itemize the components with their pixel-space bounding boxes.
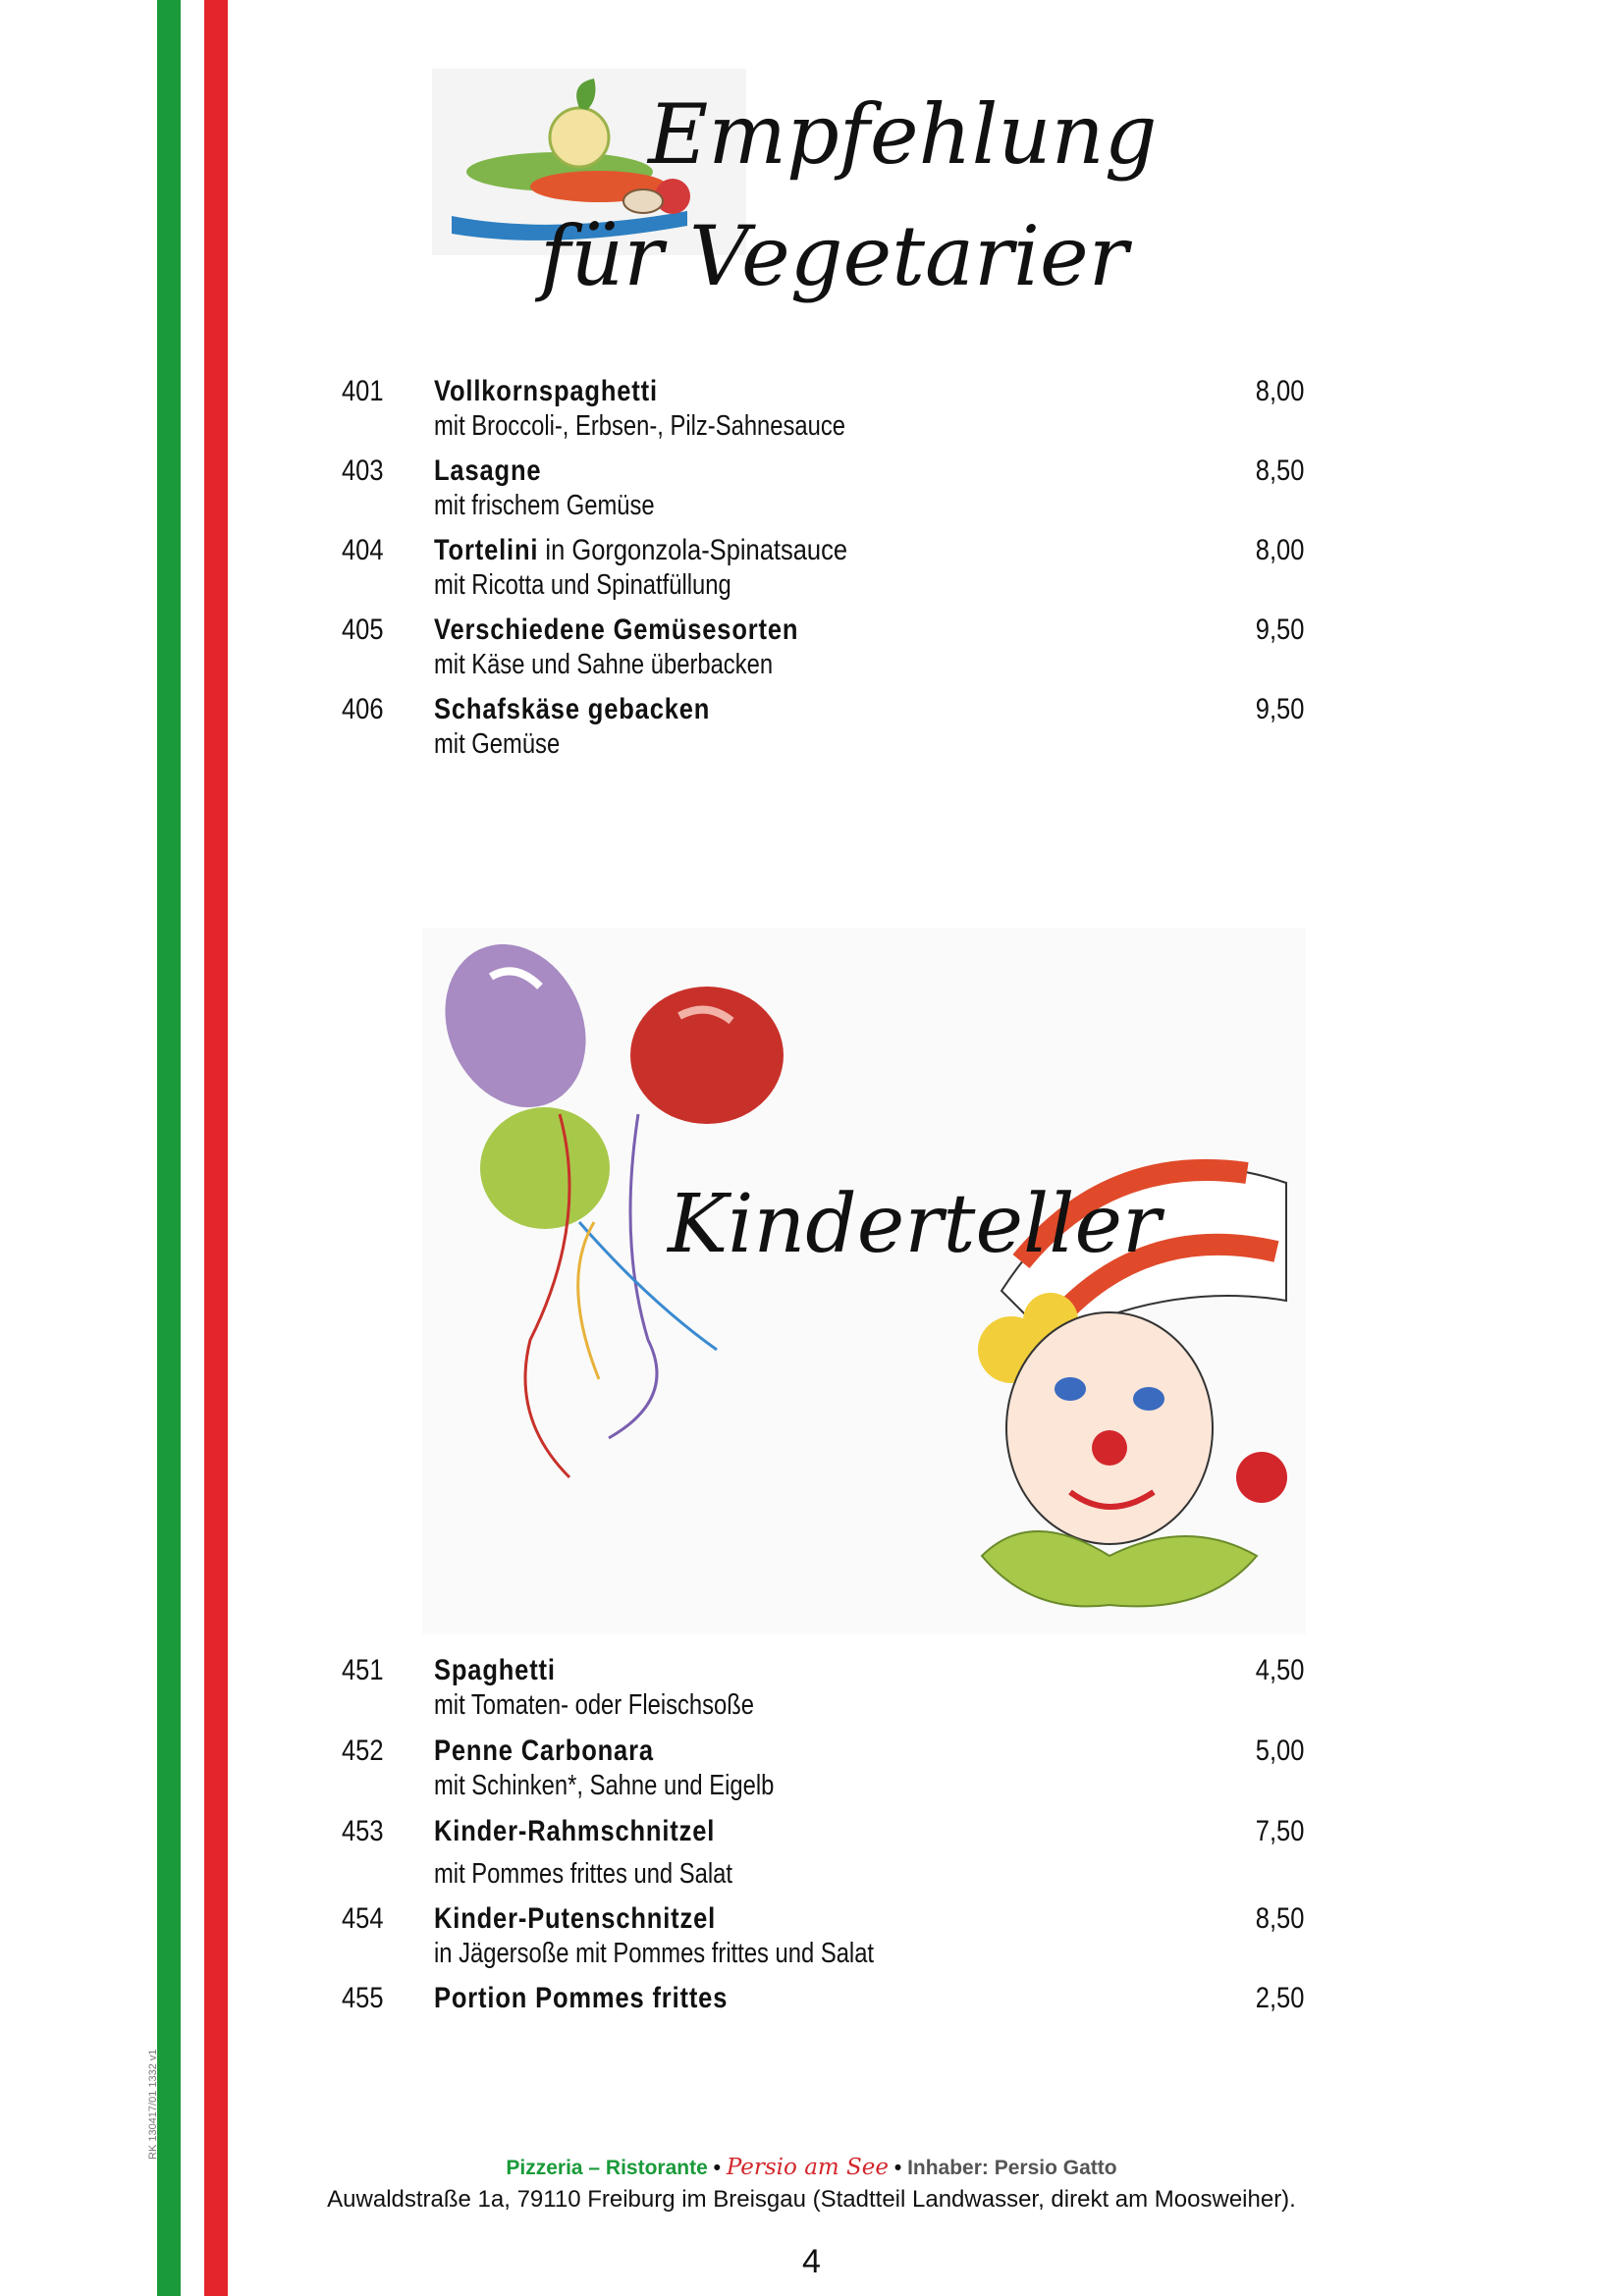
item-number: 453 bbox=[342, 1815, 384, 1847]
kids-title: Kinderteller bbox=[668, 1178, 1162, 1271]
item-number: 455 bbox=[342, 1982, 384, 2014]
item-description: mit Pommes frittes und Salat bbox=[434, 1858, 732, 1890]
item-price: 8,50 bbox=[1255, 1902, 1304, 1935]
item-number: 403 bbox=[342, 454, 384, 487]
item-number: 401 bbox=[342, 375, 384, 407]
item-description: mit Gemüse bbox=[434, 728, 561, 760]
item-name: Kinder-Rahmschnitzel bbox=[434, 1815, 716, 1847]
item-description: in Jägersoße mit Pommes frittes und Salat bbox=[434, 1938, 875, 1969]
item-description: mit Broccoli-, Erbsen-, Pilz-Sahnesauce bbox=[434, 410, 845, 442]
item-description: mit Tomaten- oder Fleischsoße bbox=[434, 1689, 755, 1721]
item-name: Verschiedene Gemüsesorten bbox=[434, 614, 799, 646]
item-number: 454 bbox=[342, 1902, 384, 1935]
item-price: 5,00 bbox=[1255, 1735, 1304, 1767]
flag-stripe-white bbox=[181, 0, 204, 2296]
item-number: 405 bbox=[342, 614, 384, 646]
item-number: 452 bbox=[342, 1735, 384, 1767]
footer-owner: Inhaber: Persio Gatto bbox=[907, 2157, 1117, 2179]
item-price: 9,50 bbox=[1255, 693, 1304, 725]
flag-stripe-red bbox=[204, 0, 228, 2296]
footer-separator: • bbox=[713, 2157, 721, 2179]
footer-business-type: Pizzeria – Ristorante bbox=[506, 2157, 708, 2179]
item-price: 4,50 bbox=[1255, 1654, 1304, 1686]
vegetarian-title-line2: für Vegetarier bbox=[540, 208, 1128, 304]
item-description: mit Ricotta und Spinatfüllung bbox=[434, 569, 731, 601]
item-price: 9,50 bbox=[1255, 614, 1304, 646]
vegetarian-title-line1: Empfehlung bbox=[648, 86, 1158, 183]
item-description: mit Käse und Sahne überbacken bbox=[434, 649, 774, 680]
footer-brand: Persio am See bbox=[726, 2155, 890, 2180]
side-code: RK 130417/01 1332 v1 bbox=[147, 2049, 159, 2160]
item-name: Vollkornspaghetti bbox=[434, 375, 658, 407]
item-name: Spaghetti bbox=[434, 1654, 556, 1686]
item-price: 8,50 bbox=[1255, 454, 1304, 487]
item-number: 406 bbox=[342, 693, 384, 725]
item-price: 8,00 bbox=[1255, 375, 1304, 407]
item-description: mit Schinken*, Sahne und Eigelb bbox=[434, 1770, 775, 1801]
footer-line1 bbox=[0, 2155, 1623, 2180]
item-number: 404 bbox=[342, 534, 384, 566]
item-price: 2,50 bbox=[1255, 1982, 1304, 2014]
item-name: Penne Carbonara bbox=[434, 1735, 654, 1767]
item-name: Lasagne bbox=[434, 454, 542, 487]
footer-separator: • bbox=[893, 2157, 902, 2179]
item-price: 7,50 bbox=[1255, 1815, 1304, 1847]
footer-address: Auwaldstraße 1a, 79110 Freiburg im Breisgau (Stadtteil Landwasser, direkt am Moosweiher). bbox=[327, 2186, 1296, 2213]
item-name: Tortelini bbox=[434, 534, 539, 566]
item-inline-desc: in Gorgonzola-Spinatsauce bbox=[538, 534, 848, 566]
item-name: Schafskäse gebacken bbox=[434, 693, 711, 725]
balloons-clown-illustration bbox=[422, 928, 1306, 1634]
item-price: 8,00 bbox=[1255, 534, 1304, 566]
item-name: Kinder-Putenschnitzel bbox=[434, 1902, 717, 1935]
item-description: mit frischem Gemüse bbox=[434, 490, 655, 521]
page-number: 4 bbox=[802, 2243, 821, 2280]
item-name: Portion Pommes frittes bbox=[434, 1982, 729, 2014]
flag-stripe-green bbox=[157, 0, 181, 2296]
item-number: 451 bbox=[342, 1654, 384, 1686]
